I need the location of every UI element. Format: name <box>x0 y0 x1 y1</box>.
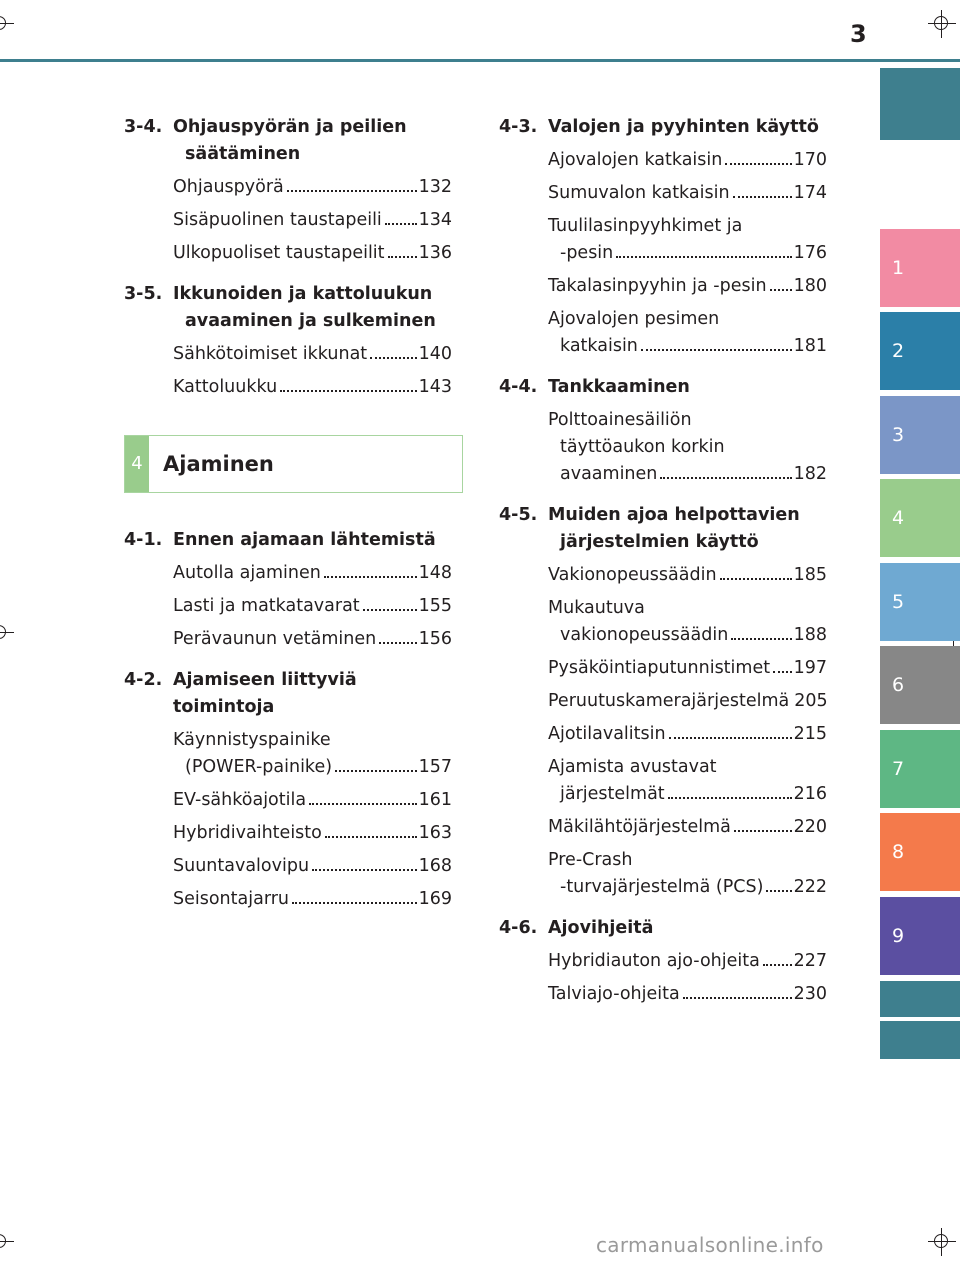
toc-entry-title: Mukautuva <box>548 598 645 618</box>
section-number: 4-4. <box>499 377 538 397</box>
toc-entry[interactable] <box>548 180 827 207</box>
chapter-tab-blank[interactable] <box>880 981 960 1017</box>
toc-page-number: 163 <box>418 823 452 843</box>
toc-entry-title: Ohjauspyörä <box>173 177 284 197</box>
section-heading <box>499 374 827 401</box>
toc-entry-title-continued: järjestelmät <box>560 784 665 804</box>
toc-entry-title: Lasti ja matkatavarat <box>173 596 360 616</box>
toc-entry[interactable] <box>548 562 827 589</box>
dot-leader <box>773 671 792 673</box>
toc-entry-line <box>548 688 827 715</box>
toc-left-column <box>124 114 452 919</box>
toc-entry-line <box>548 240 827 267</box>
toc-entry-line <box>548 948 827 975</box>
toc-entry[interactable] <box>548 688 827 715</box>
section-heading <box>124 114 452 168</box>
section-title: Muiden ajoa helpottavien <box>548 505 800 525</box>
dot-leader <box>734 830 792 832</box>
toc-entry-title: Ajotilavalitsin <box>548 724 666 744</box>
section-title: Ajovihjeitä <box>548 918 654 938</box>
chapter-tab-label: 8 <box>892 841 905 863</box>
toc-page-number: 168 <box>418 856 452 876</box>
toc-entry-title: Hybridiauton ajo-ohjeita <box>548 951 760 971</box>
toc-entry[interactable] <box>548 721 827 748</box>
section-title: Ohjauspyörän ja peilien <box>173 117 407 137</box>
toc-entry-title: Ajovalojen katkaisin <box>548 150 723 170</box>
toc-page-number: 216 <box>793 784 827 804</box>
chapter-tab-label: 7 <box>892 758 905 780</box>
dot-leader <box>280 390 416 392</box>
toc-entry-title: Mäkilähtöjärjestelmä <box>548 817 731 837</box>
dot-leader <box>325 836 417 838</box>
toc-entry-title: Peruutuskamerajärjestelmä <box>548 691 790 711</box>
toc-entry-title: Ajamista avustavat <box>548 757 717 777</box>
toc-page-number: 140 <box>418 344 452 364</box>
toc-entry-title-continued: täyttöaukon korkin <box>560 437 725 457</box>
section-heading <box>124 667 452 721</box>
section-title: Ajamiseen liittyviä toimintoja <box>173 670 357 717</box>
toc-entry[interactable] <box>173 626 452 653</box>
toc-entry-title-continued: vakionopeussäädin <box>560 625 729 645</box>
toc-entry-title-continued: (POWER-painike) <box>185 757 333 777</box>
dot-leader <box>766 890 791 892</box>
chapter-tab-3[interactable] <box>880 396 960 474</box>
toc-entry[interactable] <box>548 948 827 975</box>
section-number: 4-5. <box>499 505 538 525</box>
toc-page-number: 136 <box>418 243 452 263</box>
toc-page-number: 132 <box>418 177 452 197</box>
toc-entry[interactable] <box>173 207 452 234</box>
dot-leader <box>287 190 417 192</box>
toc-page-number: 148 <box>418 563 452 583</box>
toc-entry-title: Polttoainesäiliön <box>548 410 692 430</box>
crop-mark-icon <box>928 10 956 38</box>
section-title-continued: järjestelmien käyttö <box>560 532 759 552</box>
dot-leader <box>668 797 792 799</box>
section-number: 4-2. <box>124 670 163 690</box>
toc-entry-title: Perävaunun vetäminen <box>173 629 377 649</box>
dot-leader <box>335 770 417 772</box>
dot-leader <box>770 289 792 291</box>
toc-page-number: 161 <box>418 790 452 810</box>
section-heading <box>124 281 452 335</box>
toc-entry[interactable] <box>173 593 452 620</box>
toc-entry-title-continued: -pesin <box>560 243 614 263</box>
dot-leader <box>683 997 792 999</box>
toc-page-number: 185 <box>793 565 827 585</box>
chapter-tab-2[interactable] <box>880 312 960 390</box>
section-title: Ikkunoiden ja kattoluukun <box>173 284 433 304</box>
crop-mark-icon <box>0 619 14 647</box>
toc-entry-line <box>173 240 452 267</box>
toc-entry[interactable] <box>548 147 827 174</box>
toc-entry-line <box>173 593 452 620</box>
chapter-tab-label: 2 <box>892 340 905 362</box>
toc-page-number: 180 <box>793 276 827 296</box>
toc-entry[interactable] <box>548 981 827 1008</box>
toc-entry-title: Sisäpuolinen taustapeili <box>173 210 382 230</box>
toc-entry-line <box>173 886 452 913</box>
toc-entry-title: Ajovalojen pesimen <box>548 309 720 329</box>
chapter-number: 4 <box>125 436 149 492</box>
chapter-tab-1[interactable] <box>880 229 960 307</box>
toc-entry-title: Talviajo-ohjeita <box>548 984 680 1004</box>
toc-entry-title: EV-sähköajotila <box>173 790 307 810</box>
toc-entry[interactable] <box>173 560 452 587</box>
toc-page-number: 181 <box>793 336 827 356</box>
toc-entry-title: Sumuvalon katkaisin <box>548 183 730 203</box>
toc-entry[interactable] <box>548 595 827 649</box>
chapter-heading <box>124 435 463 493</box>
dot-leader <box>669 737 792 739</box>
toc-page-number: 170 <box>793 150 827 170</box>
toc-entry-line <box>173 374 452 401</box>
crop-mark-icon <box>0 10 14 38</box>
dot-leader <box>720 578 792 580</box>
toc-entry-line <box>548 333 827 360</box>
chapter-tab-label: 3 <box>892 424 905 446</box>
toc-entry[interactable] <box>173 727 452 781</box>
toc-entry[interactable] <box>548 407 827 488</box>
toc-entry-line <box>548 981 827 1008</box>
section-number: 4-6. <box>499 918 538 938</box>
toc-entry[interactable] <box>548 655 827 682</box>
chapter-tab-8[interactable] <box>880 813 960 891</box>
toc-entry-line <box>173 626 452 653</box>
toc-page-number: 174 <box>793 183 827 203</box>
toc-page-number: 182 <box>793 464 827 484</box>
section-gap <box>499 907 827 915</box>
section-gap <box>124 659 452 667</box>
section-heading <box>124 527 452 554</box>
toc-page-number: 155 <box>418 596 452 616</box>
toc-entry-line <box>548 562 827 589</box>
dot-leader <box>763 964 792 966</box>
toc-entry-line <box>548 147 827 174</box>
crop-mark-icon <box>928 1228 956 1256</box>
toc-page-number: 156 <box>418 629 452 649</box>
toc-entry[interactable] <box>173 374 452 401</box>
chapter-tab-label: 5 <box>892 591 905 613</box>
chapter-tab-5[interactable] <box>880 563 960 641</box>
section-number: 4-3. <box>499 117 538 137</box>
toc-entry[interactable] <box>548 847 827 901</box>
toc-entry[interactable] <box>173 787 452 814</box>
dot-leader <box>733 196 792 198</box>
section-title: Valojen ja pyyhinten käyttö <box>548 117 819 137</box>
toc-entry-line <box>173 820 452 847</box>
chapter-tab-6[interactable] <box>880 646 960 724</box>
chapter-title: Ajaminen <box>163 452 274 476</box>
toc-entry-title: Kattoluukku <box>173 377 278 397</box>
toc-entry-title: Ulkopuoliset taustapeilit <box>173 243 385 263</box>
chapter-tab-label: 1 <box>892 257 905 279</box>
toc-entry-title: Hybridivaihteisto <box>173 823 322 843</box>
toc-entry-line <box>548 721 827 748</box>
toc-entry-line <box>548 781 827 808</box>
toc-entry-line <box>173 787 452 814</box>
toc-entry-title: Pre-Crash <box>548 850 633 870</box>
toc-page-number: 197 <box>793 658 827 678</box>
toc-entry-line <box>548 273 827 300</box>
chapter-tab-label: 4 <box>892 507 905 529</box>
dot-leader <box>363 609 417 611</box>
toc-entry-line <box>548 622 827 649</box>
chapter-tab-9[interactable] <box>880 897 960 975</box>
toc-entry-title: Takalasinpyyhin ja -pesin <box>548 276 767 296</box>
toc-page-number: 205 <box>794 691 828 711</box>
toc-entry-title: Tuulilasinpyyhkimet ja <box>548 216 743 236</box>
watermark: carmanualsonline.info <box>596 1233 824 1257</box>
dot-leader <box>660 477 791 479</box>
chapter-tab-7[interactable] <box>880 730 960 808</box>
chapter-tab-4[interactable] <box>880 479 960 557</box>
dot-leader <box>312 869 417 871</box>
section-gap <box>499 494 827 502</box>
dot-leader <box>379 642 416 644</box>
toc-entry[interactable] <box>548 814 827 841</box>
chapter-tab-label: 6 <box>892 674 905 696</box>
toc-entry[interactable] <box>548 273 827 300</box>
toc-page-number: 169 <box>418 889 452 909</box>
chapter-tab-blank[interactable] <box>880 68 960 140</box>
toc-entry-title: Suuntavalovipu <box>173 856 310 876</box>
chapter-tab-blank[interactable] <box>880 1021 960 1059</box>
dot-leader <box>324 576 417 578</box>
toc-page-number: 157 <box>418 757 452 777</box>
toc-page-number: 222 <box>793 877 827 897</box>
toc-entry-line <box>173 174 452 201</box>
toc-entry-line <box>173 853 452 880</box>
section-gap <box>499 366 827 374</box>
dot-leader <box>641 349 792 351</box>
toc-entry-title-continued: katkaisin <box>560 336 638 356</box>
header-rule <box>0 59 960 62</box>
section-heading <box>499 502 827 556</box>
crop-mark-icon <box>0 1228 14 1256</box>
toc-entry-line <box>548 874 827 901</box>
dot-leader <box>385 223 417 225</box>
toc-entry-title: Käynnistyspainike <box>173 730 331 750</box>
toc-page-number: 227 <box>793 951 827 971</box>
section-number: 3-4. <box>124 117 163 137</box>
toc-page-number: 230 <box>793 984 827 1004</box>
toc-entry[interactable] <box>173 174 452 201</box>
toc-entry-title: Sähkötoimiset ikkunat <box>173 344 368 364</box>
dot-leader <box>725 163 791 165</box>
toc-entry-line <box>548 180 827 207</box>
dot-leader <box>292 902 417 904</box>
page-number: 3 <box>850 20 867 48</box>
toc-entry-line <box>548 814 827 841</box>
toc-entry-line <box>548 461 827 488</box>
dot-leader <box>388 256 417 258</box>
toc-page-number: 220 <box>793 817 827 837</box>
dot-leader <box>309 803 417 805</box>
section-heading <box>499 114 827 141</box>
dot-leader <box>370 357 416 359</box>
toc-entry[interactable] <box>548 754 827 808</box>
toc-right-column <box>499 114 827 1014</box>
toc-entry[interactable] <box>548 213 827 267</box>
toc-page-number: 188 <box>793 625 827 645</box>
dot-leader <box>731 638 791 640</box>
toc-page-number: 134 <box>418 210 452 230</box>
toc-entry-title: Seisontajarru <box>173 889 289 909</box>
toc-entry[interactable] <box>548 306 827 360</box>
section-title: Tankkaaminen <box>548 377 690 397</box>
toc-entry-title: Vakionopeussäädin <box>548 565 717 585</box>
section-number: 4-1. <box>124 530 163 550</box>
toc-entry-title: Pysäköintiaputunnistimet <box>548 658 771 678</box>
toc-entry[interactable] <box>173 886 452 913</box>
toc-entry-title-continued: -turvajärjestelmä (PCS) <box>560 877 764 897</box>
section-title-continued: säätäminen <box>185 144 301 164</box>
chapter-tab-label: 9 <box>892 925 905 947</box>
section-title: Ennen ajamaan lähtemistä <box>173 530 436 550</box>
section-heading <box>499 915 827 942</box>
toc-entry-line <box>173 207 452 234</box>
toc-entry[interactable] <box>173 820 452 847</box>
toc-entry-line <box>173 754 452 781</box>
toc-entry-line <box>173 341 452 368</box>
section-number: 3-5. <box>124 284 163 304</box>
toc-entry-line <box>173 560 452 587</box>
toc-entry-line <box>548 655 827 682</box>
toc-entry[interactable] <box>173 240 452 267</box>
toc-page-number: 176 <box>793 243 827 263</box>
toc-entry-title: Autolla ajaminen <box>173 563 321 583</box>
dot-leader <box>616 256 791 258</box>
toc-page-number: 143 <box>418 377 452 397</box>
section-gap <box>124 273 452 281</box>
section-title-continued: avaaminen ja sulkeminen <box>185 311 436 331</box>
toc-entry[interactable] <box>173 341 452 368</box>
toc-entry-title-continued: avaaminen <box>560 464 658 484</box>
toc-entry[interactable] <box>173 853 452 880</box>
toc-page-number: 215 <box>793 724 827 744</box>
